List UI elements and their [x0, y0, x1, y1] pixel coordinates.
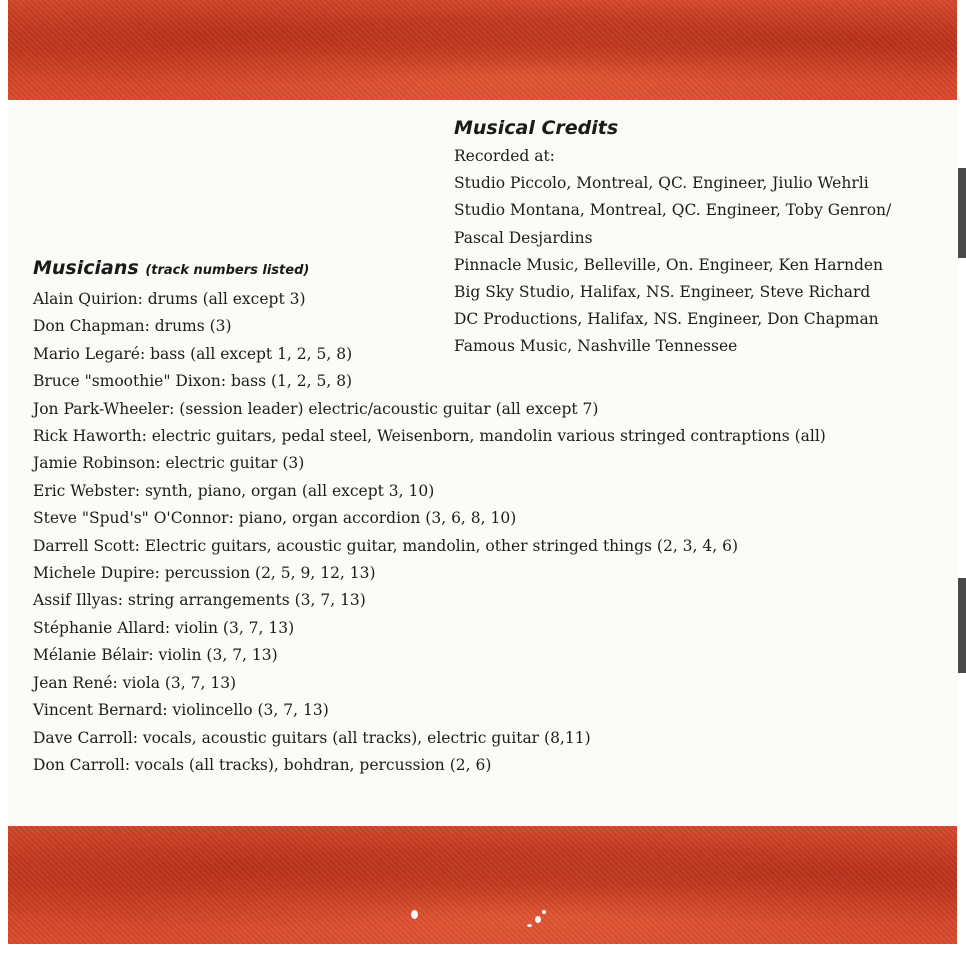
credits-line: Recorded at:: [454, 147, 555, 165]
musicians-title: Musicians: [33, 257, 139, 279]
binding-edge-mark: [958, 578, 966, 673]
musical-credits-heading: Musical Credits: [454, 117, 619, 139]
musician-line: Eric Webster: synth, piano, organ (all except 3, 10): [33, 481, 435, 500]
musician-line: Vincent Bernard: violincello (3, 7, 13): [33, 701, 329, 720]
musician-line: Don Chapman: drums (3): [33, 317, 232, 336]
musician-line: Don Carroll: vocals (all tracks), bohdran, percussion (2, 6): [33, 755, 492, 774]
musician-line: Jon Park-Wheeler: (session leader) electric/acoustic guitar (all except 7): [33, 399, 599, 418]
white-speck: [542, 910, 546, 914]
musician-line: Rick Haworth: electric guitars, pedal steel, Weisenborn, mandolin various stringed contraptions (all): [33, 427, 826, 446]
musician-line: Jean René: viola (3, 7, 13): [33, 673, 237, 692]
musician-line: Assif Illyas: string arrangements (3, 7, 13): [33, 591, 366, 610]
credits-line: Pascal Desjardins: [454, 228, 593, 247]
credits-line: Studio Piccolo, Montreal, QC. Engineer, Jiulio Wehrli: [454, 174, 869, 193]
musicians-heading: [33, 253, 933, 286]
white-speck: [527, 924, 532, 927]
musician-line: Michele Dupire: percussion (2, 5, 9, 12, 13): [33, 564, 376, 583]
credits-line: Pinnacle Music, Belleville, On. Engineer, Ken Harnden: [454, 255, 884, 274]
credits-line: Big Sky Studio, Halifax, NS. Engineer, Steve Richard: [454, 283, 871, 302]
musician-line: Steve "Spud's" O'Connor: piano, organ accordion (3, 6, 8, 10): [33, 509, 517, 528]
musicians-subtitle: (track numbers listed): [145, 263, 310, 278]
credits-line: Famous Music, Nashville Tennessee: [454, 337, 738, 356]
credits-line: DC Productions, Halifax, NS. Engineer, Don Chapman: [454, 310, 879, 329]
musician-line: Stéphanie Allard: violin (3, 7, 13): [33, 618, 295, 637]
musician-line: Alain Quirion: drums (all except 3): [33, 290, 306, 308]
musician-line: Mélanie Bélair: violin (3, 7, 13): [33, 646, 278, 665]
credits-line: Studio Montana, Montreal, QC. Engineer, Toby Genron/: [454, 201, 892, 220]
musician-line: Mario Legaré: bass (all except 1, 2, 5, 8): [33, 344, 353, 363]
binding-edge-mark: [958, 168, 966, 258]
musician-line: Jamie Robinson: electric guitar (3): [33, 454, 305, 473]
bottom-red-band: [8, 826, 957, 944]
musician-line: Darrell Scott: Electric guitars, acoustic guitar, mandolin, other stringed things (2, 3, 4, 6): [33, 536, 739, 555]
top-red-band: [8, 0, 957, 100]
white-speck: [535, 916, 541, 923]
musicians-section: [33, 253, 933, 779]
musician-line: Dave Carroll: vocals, acoustic guitars (all tracks), electric guitar (8,11): [33, 728, 591, 747]
white-speck: [411, 910, 418, 919]
musician-line: Bruce "smoothie" Dixon: bass (1, 2, 5, 8): [33, 372, 353, 391]
